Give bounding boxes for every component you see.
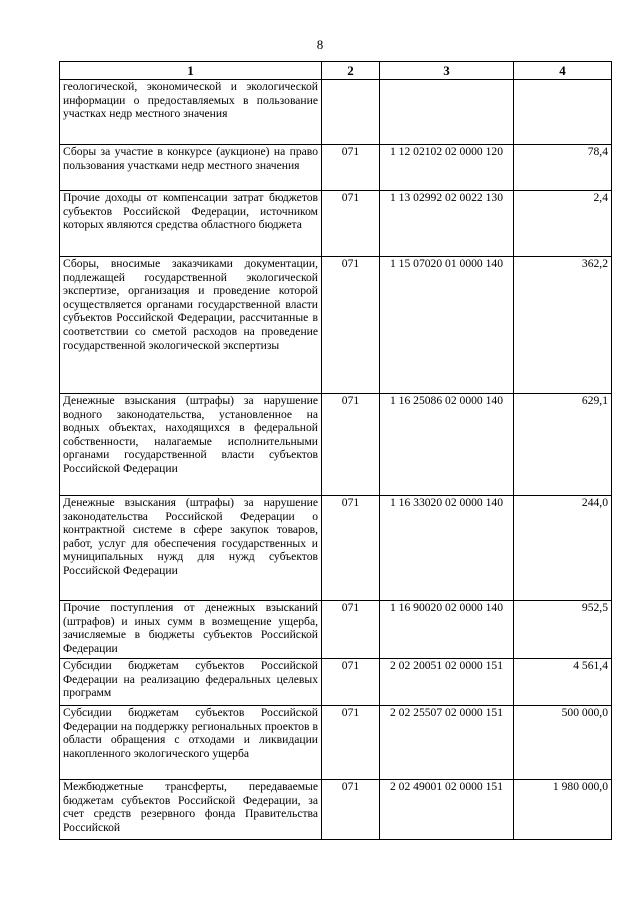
admin-code-cell: 071 [322,257,380,394]
column-header-4: 4 [514,62,612,80]
amount-cell: 362,2 [514,257,612,394]
amount-cell: 78,4 [514,145,612,191]
classification-code-cell: 1 13 02992 02 0022 130 [380,191,514,257]
amount-cell: 4 561,4 [514,659,612,706]
revenue-name-cell: Межбюджетные трансферты, передаваемые бюджетам субъектов Российской Федерации, за счет средств резервного фонда Правительства Российской [60,780,322,840]
column-header-1: 1 [60,62,322,80]
classification-code-cell: 1 15 07020 01 0000 140 [380,257,514,394]
table-header-row [60,62,612,80]
budget-revenue-table [59,61,612,840]
column-header-2: 2 [322,62,380,80]
revenue-name-cell: Субсидии бюджетам субъектов Российской Федерации на поддержку региональных проектов в области обращения с отходами и ликвидации накопленного экологического ущерба [60,706,322,780]
amount-cell: 1 980 000,0 [514,780,612,840]
classification-code-cell: 2 02 20051 02 0000 151 [380,659,514,706]
classification-code-cell: 2 02 25507 02 0000 151 [380,706,514,780]
table-row [60,394,612,496]
admin-code-cell: 071 [322,601,380,659]
revenue-name-cell: Субсидии бюджетам субъектов Российской Федерации на реализацию федеральных целевых программ [60,659,322,706]
admin-code-cell [322,80,380,145]
revenue-name-cell: Денежные взыскания (штрафы) за нарушение законодательства Российской Федерации о контрактной системе в сфере закупок товаров, работ, услуг для обеспечения государственных и муниципальных нужд для нужд субъектов Российской Федерации [60,496,322,601]
admin-code-cell: 071 [322,496,380,601]
table-row [60,496,612,601]
admin-code-cell: 071 [322,145,380,191]
table-row [60,706,612,780]
revenue-name-cell: геологической, экономической и экологической информации о предоставляемых в пользование участках недр местного значения [60,80,322,145]
admin-code-cell: 071 [322,394,380,496]
admin-code-cell: 071 [322,780,380,840]
amount-cell: 952,5 [514,601,612,659]
amount-cell: 244,0 [514,496,612,601]
revenue-name-cell: Прочие доходы от компенсации затрат бюджетов субъектов Российской Федерации, источником которых являются средства областного бюджета [60,191,322,257]
table-row [60,257,612,394]
revenue-name-cell: Прочие поступления от денежных взысканий (штрафов) и иных сумм в возмещение ущерба, зачисляемые в бюджеты субъектов Российской Федерации [60,601,322,659]
table-row [60,145,612,191]
classification-code-cell: 1 16 33020 02 0000 140 [380,496,514,601]
page-number: 8 [316,37,324,52]
revenue-name-cell: Сборы, вносимые заказчиками документации, подлежащей государственной экологической экспертизе, организация и проведение которой осуществляется органами государственной власти субъектов Российской Федерации, рассчитанные в соответствии со сметой расходов на проведение государственной экологической экспертизы [60,257,322,394]
table-row [60,659,612,706]
amount-cell [514,80,612,145]
table-row [60,601,612,659]
classification-code-cell: 1 12 02102 02 0000 120 [380,145,514,191]
classification-code-cell [380,80,514,145]
classification-code-cell: 2 02 49001 02 0000 151 [380,780,514,840]
table-row [60,191,612,257]
classification-code-cell: 1 16 90020 02 0000 140 [380,601,514,659]
amount-cell: 629,1 [514,394,612,496]
admin-code-cell: 071 [322,659,380,706]
table-row [60,780,612,840]
amount-cell: 500 000,0 [514,706,612,780]
classification-code-cell: 1 16 25086 02 0000 140 [380,394,514,496]
admin-code-cell: 071 [322,191,380,257]
admin-code-cell: 071 [322,706,380,780]
column-header-3: 3 [380,62,514,80]
amount-cell: 2,4 [514,191,612,257]
table-row [60,80,612,145]
revenue-name-cell: Сборы за участие в конкурсе (аукционе) на право пользования участками недр местного значения [60,145,322,191]
revenue-name-cell: Денежные взыскания (штрафы) за нарушение водного законодательства, установленное на водных объектах, находящихся в федеральной собственности, налагаемые исполнительными органами государственной власти субъектов Российской Федерации [60,394,322,496]
